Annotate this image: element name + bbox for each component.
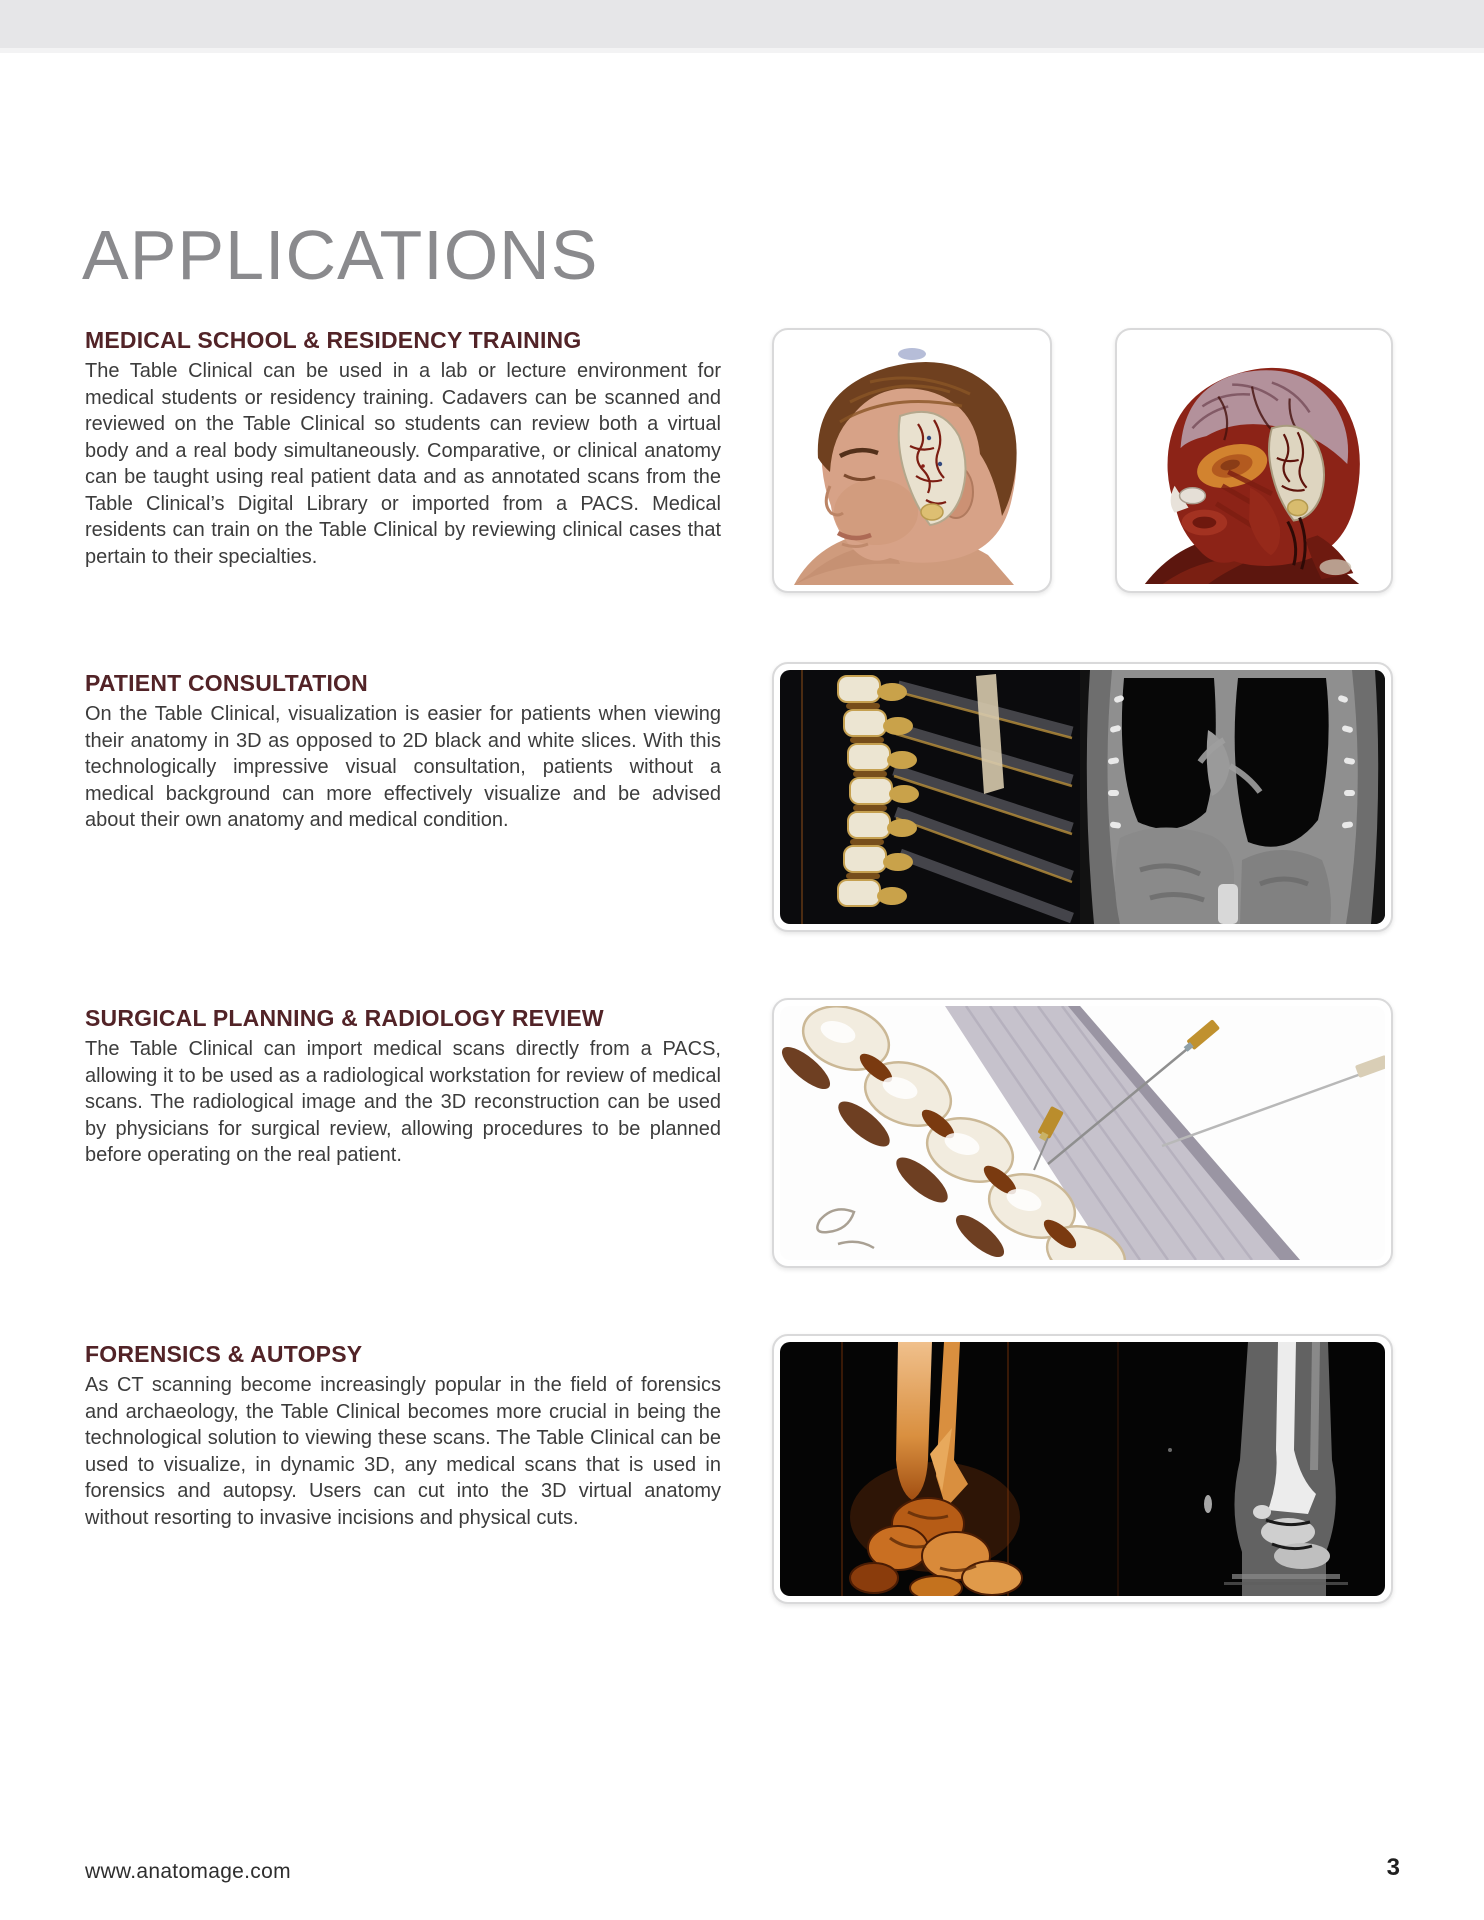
section-heading: PATIENT CONSULTATION [85, 670, 368, 696]
section-patient-consultation-text [85, 669, 721, 834]
section-heading: MEDICAL SCHOOL & RESIDENCY TRAINING [85, 327, 582, 353]
footer-page-number: 3 [1386, 1854, 1400, 1881]
dissected-head-3d-render-frame [1115, 328, 1393, 593]
ankle-render-and-ct-frame [772, 1334, 1393, 1604]
top-gray-band [0, 0, 1484, 53]
footer-website-link[interactable]: www.anatomage.com [85, 1860, 291, 1883]
section-body: As CT scanning become increasingly popular in the field of forensics and archaeology, the Table Clinical becomes more crucial in being the technological solution to viewing these scans. The Table Clinical can be used to visualize, in dynamic 3D, any medical scans that is used in forensics and autopsy. Users can cut into the 3D virtual anatomy without resorting to invasive incisions and physical cuts. [85, 1374, 721, 1529]
section-forensics-text [85, 1340, 721, 1531]
section-body: On the Table Clinical, visualization is easier for patients when viewing their anatomy in 3D as opposed to 2D black and white slices. With this technologically impressive visual consultation, patients without a medical background can more effectively visualize and be advised about their own anatomy and medical condition. [85, 703, 721, 831]
section-medical-school-text [85, 326, 721, 570]
section-body: The Table Clinical can be used in a lab or lecture environment for medical students or residency training. Cadavers can be scanned and reviewed on the Table Clinical so students can review both a virtual body and a real body simultaneously. Comparative, or clinical anatomy can be taught using real patient data and as annotated scans from the Table Clinical’s Digital Library or imported from a PACS. Medical residents can train on the Table Clinical by reviewing clinical cases that pertain to their specialties. [85, 360, 721, 568]
spine-needles-frame [772, 998, 1393, 1268]
boy-head-3d-render-illustration [780, 336, 1044, 585]
section-body: The Table Clinical can import medical scans directly from a PACS, allowing it to be used as a radiological workstation for review of medical scans. The radiological image and the 3D reconstruction can be used by physicians for surgical review, allowing procedures to be planned before operating on the real patient. [85, 1038, 721, 1166]
boy-head-3d-render-frame [772, 328, 1052, 593]
section-surgical-planning-text [85, 1004, 721, 1169]
spine-and-chest-ct-frame [772, 662, 1393, 932]
spine-needles-illustration [780, 1006, 1385, 1260]
section-heading: FORENSICS & AUTOPSY [85, 1341, 363, 1367]
page-title: APPLICATIONS [82, 216, 599, 294]
ankle-render-and-ct-illustration [780, 1342, 1385, 1596]
dissected-head-3d-render-illustration [1123, 336, 1385, 585]
section-heading: SURGICAL PLANNING & RADIOLOGY REVIEW [85, 1005, 604, 1031]
spine-and-chest-ct-illustration [780, 670, 1385, 924]
